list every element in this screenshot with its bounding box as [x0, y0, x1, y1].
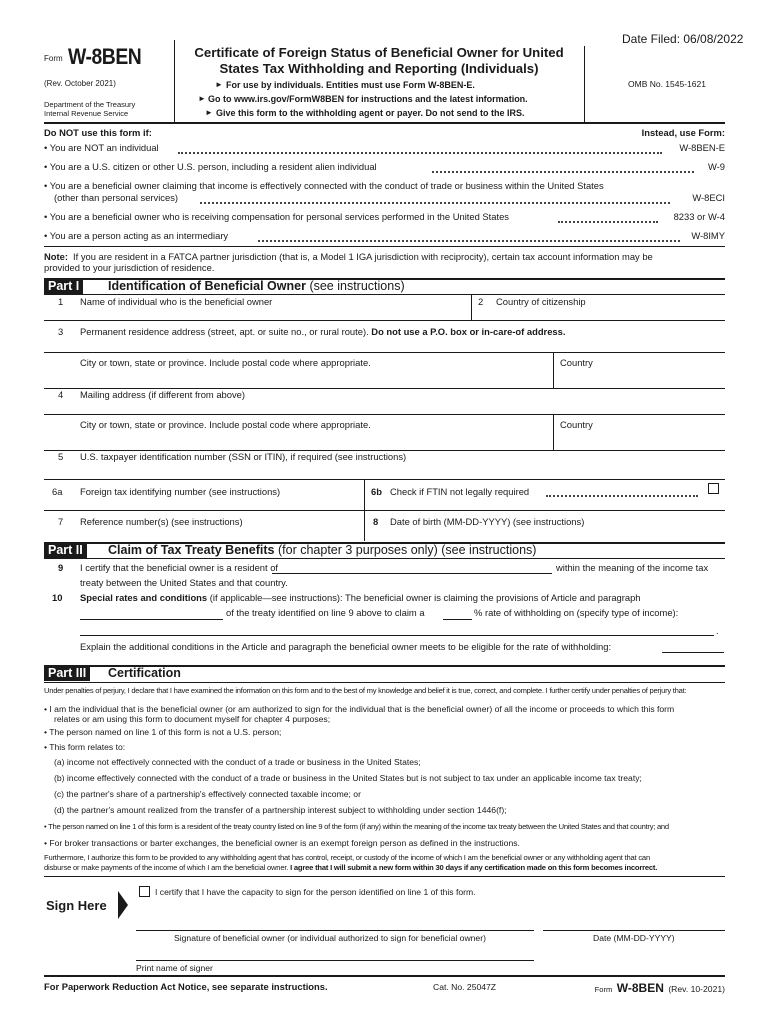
list-item: • You are a U.S. citizen or other U.S. person, including a resident alien individual [44, 161, 377, 172]
part2-label: Part II [44, 543, 87, 558]
line5-label: U.S. taxpayer identification number (SSN or ITIN), if required (see instructions) [80, 451, 407, 462]
part2-title-text: Claim of Tax Treaty Benefits [108, 543, 275, 557]
city-label: City or town, state or province. Include postal code where appropriate. [80, 357, 371, 368]
header-bullet-3: Give this form to the withholding agent or payer. Do not send to the IRS. [216, 108, 525, 118]
residence-country-field[interactable] [560, 371, 720, 382]
footer-form-id [595, 979, 725, 997]
form-title-line1: Certificate of Foreign Status of Beneficial Owner for United [194, 45, 564, 60]
list-item-form: W-9 [707, 161, 725, 172]
list-item-form: W-8BEN-E [679, 142, 725, 153]
part1-label: Part I [44, 279, 83, 294]
list-item: • You are a beneficial owner who is receiving compensation for personal services performed in the United States [44, 211, 509, 222]
omb-number: OMB No. 1545-1621 [628, 79, 706, 89]
line9-text: I certify that the beneficial owner is a resident of [80, 562, 279, 573]
line-number: 7 [58, 516, 64, 527]
capacity-text: I certify that I have the capacity to sign for the person identified on line 1 of this form. [155, 887, 476, 897]
country-label: Country [560, 419, 593, 430]
foreign-tin-field[interactable] [80, 497, 360, 508]
reference-number-field[interactable] [80, 528, 360, 539]
line1-label: Name of individual who is the beneficial owner [80, 296, 273, 307]
part3-title: Certification [108, 666, 181, 680]
line3-text: Permanent residence address (street, apt. or suite no., or rural route). [80, 326, 369, 337]
date-label: Date (MM-DD-YYYY) [593, 933, 675, 943]
part1-title [108, 279, 405, 293]
revision: (Rev. October 2021) [44, 79, 116, 88]
line9-text-2: within the meaning of the income tax [556, 562, 709, 573]
print-name-field[interactable] [136, 944, 534, 959]
article-paragraph-field[interactable] [80, 607, 223, 618]
cert-bullet-2: • The person named on line 1 of this form is not a U.S. person; [44, 727, 282, 737]
part2-title-suffix: (for chapter 3 purposes only) (see instructions) [277, 543, 537, 557]
list-item: • You are a person acting as an intermediary [44, 230, 229, 241]
ftin-not-required-checkbox[interactable] [708, 483, 719, 494]
form-name: W-8BEN [68, 44, 142, 69]
line10-period: . [716, 625, 719, 636]
line3-label [80, 326, 565, 337]
line-number: 10 [52, 592, 63, 603]
footer-rev: (Rev. 10-2021) [668, 984, 725, 994]
sign-here-heading: Sign Here [46, 898, 107, 913]
note-line2: provided to your jurisdiction of residence. [44, 262, 215, 273]
header-bullet-2: Go to www.irs.gov/FormW8BEN for instructions and the latest information. [208, 94, 528, 104]
line-number: 1 [58, 296, 64, 307]
mailing-country-field[interactable] [560, 433, 720, 444]
line-number: 5 [58, 451, 64, 462]
capacity-checkbox[interactable] [139, 886, 150, 897]
list-item: • You are a beneficial owner claiming that income is effectively connected with the conduct of trade or business within the United States [44, 180, 604, 191]
line-number: 6b [371, 486, 382, 497]
further-line-1: Furthermore, I authorize this form to be provided to any withholding agent that has control, receipt, or custody of the income of which I am the beneficial owner or any withholding agent that can [44, 853, 650, 862]
cert-sub-d: (d) the partner's amount realized from the transfer of a partnership interest subject to withholding under section 1446(f); [54, 805, 507, 815]
arrow-icon: ► [198, 94, 206, 103]
line7-label: Reference number(s) (see instructions) [80, 516, 243, 527]
line4-label: Mailing address (if different from above) [80, 389, 246, 400]
cert-sub-c: (c) the partner's share of a partnership's effectively connected taxable income; or [54, 789, 361, 799]
cert-bullet-5: • For broker transactions or barter exchanges, the beneficial owner is an exempt foreign person as defined in the instructions. [44, 838, 520, 848]
signature-field[interactable] [136, 914, 534, 930]
line6b-label: Check if FTIN not legally required [390, 486, 530, 497]
beneficial-owner-name-field[interactable] [80, 308, 466, 319]
sign-arrow-icon [118, 891, 128, 919]
cert-bullet-1: • I am the individual that is the beneficial owner (or am authorized to sign for the individual that is the beneficial owner) of all the income or proceeds to which this form [44, 704, 675, 714]
line10-bold: Special rates and conditions [80, 592, 208, 603]
line10-text-c: % rate of withholding on (specify type of income): [474, 607, 679, 618]
catalog-number: Cat. No. 25047Z [433, 982, 497, 992]
line9-text-3: treaty between the United States and that country. [80, 577, 288, 588]
list-item-form: W-8IMY [691, 230, 725, 241]
line10-text [80, 592, 641, 603]
paperwork-notice: For Paperwork Reduction Act Notice, see separate instructions. [44, 981, 328, 992]
arrow-icon: ► [215, 80, 223, 89]
line-number: 4 [58, 389, 64, 400]
permanent-address-field[interactable] [80, 339, 720, 350]
cert-sub-b: (b) income effectively connected with the conduct of a trade or business in the United States but is not subject to tax under an applicable income tax treaty; [54, 773, 642, 783]
note-label: Note: [44, 251, 68, 262]
line2-label: Country of citizenship [496, 296, 586, 307]
footer-form-word: Form [594, 985, 613, 994]
mailing-city-field[interactable] [80, 433, 548, 444]
department-line: Department of the Treasury [44, 100, 136, 109]
us-tin-field[interactable] [80, 465, 720, 476]
irs-line: Internal Revenue Service [44, 109, 129, 118]
note-line1: If you are resident in a FATCA partner jurisdiction (that is, a Model 1 IGA jurisdiction with reciprocity), certain tax account information may be [73, 251, 653, 262]
part3-label: Part III [44, 666, 90, 681]
line8-label: Date of birth (MM-DD-YYYY) (see instructions) [390, 516, 585, 527]
print-name-label: Print name of signer [136, 963, 213, 973]
country-of-citizenship-field[interactable] [496, 308, 722, 319]
form-word: Form [44, 54, 63, 63]
instead-use-heading: Instead, use Form: [641, 127, 725, 138]
income-type-field[interactable] [80, 623, 714, 634]
list-item-form: W-8ECI [692, 192, 725, 203]
further-line-2-bold: I agree that I will submit a new form within 30 days if any certification made on this form becomes incorrect. [290, 863, 658, 872]
header-bullet-1: For use by individuals. Entities must use Form W-8BEN-E. [226, 80, 475, 90]
line3-bold: Do not use a P.O. box or in-care-of address. [371, 326, 566, 337]
list-item: • You are NOT an individual [44, 142, 159, 153]
part2-title [108, 543, 536, 557]
withholding-rate-field[interactable] [443, 607, 472, 618]
signature-label: Signature of beneficial owner (or individual authorized to sign for beneficial owner) [174, 933, 486, 943]
list-item-continued: (other than personal services) [54, 192, 179, 203]
cert-bullet-1-cont: relates or am using this form to document myself for chapter 4 purposes; [54, 714, 331, 724]
line-number: 9 [58, 562, 64, 573]
line6a-label: Foreign tax identifying number (see instructions) [80, 486, 281, 497]
further-line-2 [44, 863, 657, 872]
city-label: City or town, state or province. Include postal code where appropriate. [80, 419, 371, 430]
cert-sub-a: (a) income not effectively connected with the conduct of a trade or business in the United States; [54, 757, 421, 767]
further-line-2-text: disburse or make payments of the income of which I am the beneficial owner. [44, 863, 289, 872]
part1-title-suffix: (see instructions) [309, 279, 405, 293]
line-number: 8 [373, 516, 379, 527]
perjury-statement: Under penalties of perjury, I declare that I have examined the information on this form and to the best of my knowledge and belief it is true, correct, and complete. I further certify under penalties of perjury that: [44, 686, 687, 695]
do-not-use-heading: Do NOT use this form if: [44, 127, 152, 138]
line10-text-d: Explain the additional conditions in the Article and paragraph the beneficial owner meets to be eligible for the rate of withholding: [80, 641, 612, 652]
line-number: 2 [478, 296, 484, 307]
line-number: 6a [52, 486, 63, 497]
line10-text-b: of the treaty identified on line 9 above to claim a [226, 607, 425, 618]
line10-text-a: (if applicable—see instructions): The beneficial owner is claiming the provisions of Article and paragraph [209, 592, 641, 603]
cert-bullet-3: • This form relates to: [44, 742, 126, 752]
signature-date-field[interactable] [543, 914, 725, 930]
mailing-address-field[interactable] [80, 402, 720, 413]
form-title-line2: States Tax Withholding and Reporting (Individuals) [219, 61, 539, 76]
part1-title-text: Identification of Beneficial Owner [108, 279, 306, 293]
list-item-form: 8233 or W-4 [673, 211, 725, 222]
date-of-birth-field[interactable] [390, 528, 720, 539]
treaty-country-field[interactable] [272, 561, 552, 572]
line-number: 3 [58, 326, 64, 337]
footer-form-name: W-8BEN [616, 981, 664, 995]
residence-city-field[interactable] [80, 371, 548, 382]
additional-conditions-field[interactable] [662, 640, 724, 651]
cert-bullet-4: • The person named on line 1 of this form is a resident of the treaty country listed on line 9 of the form (if any) within the meaning of the income tax treaty between the United States and that country; and [44, 822, 669, 831]
date-filed: Date Filed: 06/08/2022 [622, 32, 744, 46]
arrow-icon: ► [205, 108, 213, 117]
country-label: Country [560, 357, 593, 368]
